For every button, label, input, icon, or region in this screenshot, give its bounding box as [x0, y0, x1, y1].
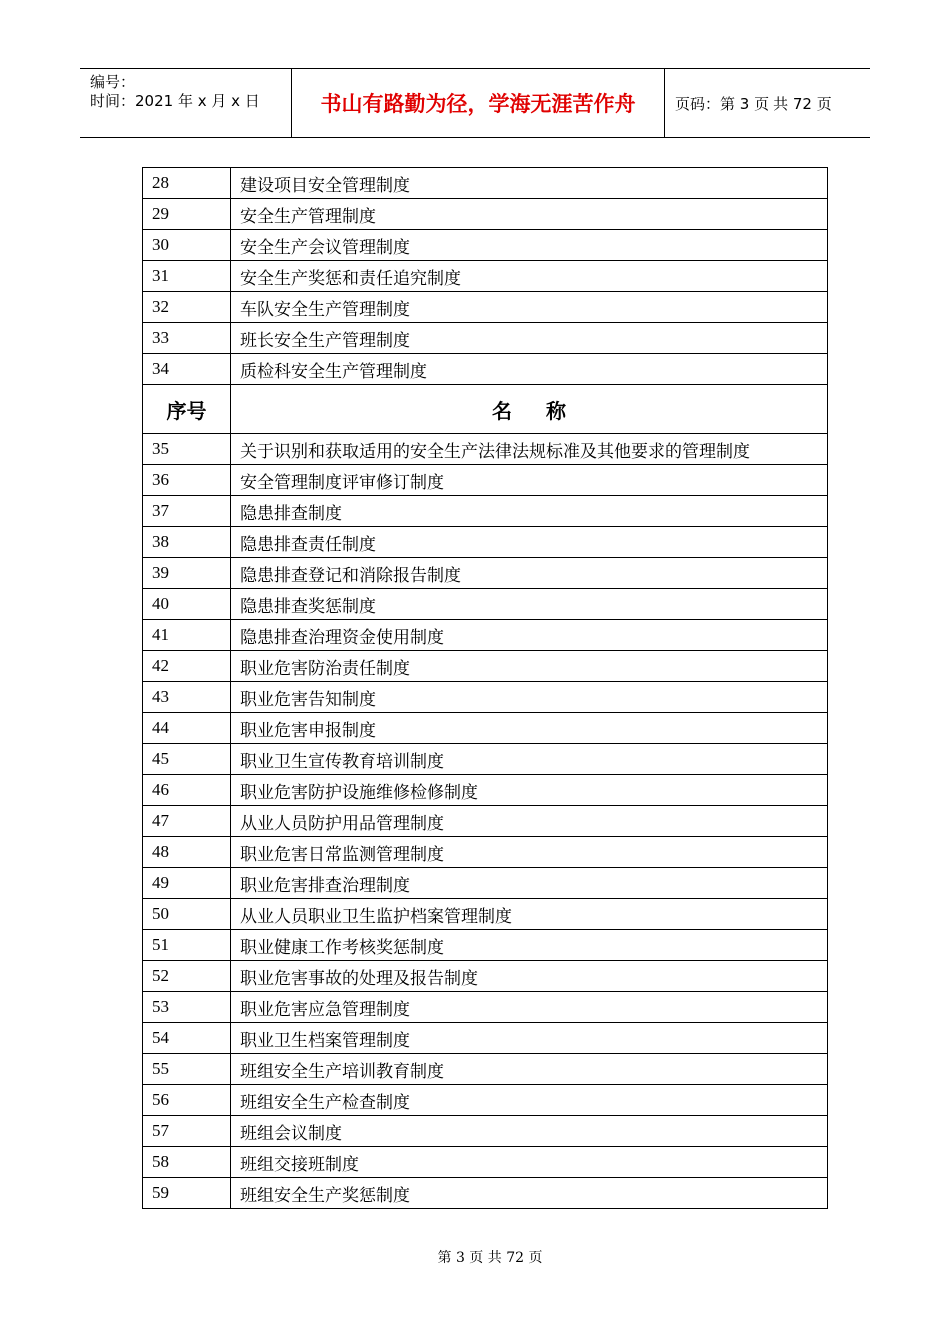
row-name: 职业危害日常监测管理制度: [231, 837, 828, 868]
header-page-info: [665, 69, 870, 137]
row-name: 班长安全生产管理制度: [231, 323, 828, 354]
row-name: 关于识别和获取适用的安全生产法律法规标准及其他要求的管理制度: [231, 434, 828, 465]
table-row: [143, 1054, 828, 1085]
row-number: 30: [143, 230, 231, 261]
row-number: 42: [143, 651, 231, 682]
page-header: [80, 68, 870, 138]
row-name: 职业卫生档案管理制度: [231, 1023, 828, 1054]
table-row: [143, 620, 828, 651]
row-name: 质检科安全生产管理制度: [231, 354, 828, 385]
row-number: 59: [143, 1178, 231, 1209]
page-label: 页码：第 3 页: [675, 94, 770, 113]
row-name: 班组安全生产检查制度: [231, 1085, 828, 1116]
row-name: 隐患排查登记和消除报告制度: [231, 558, 828, 589]
row-name: 班组交接班制度: [231, 1147, 828, 1178]
table-row: [143, 682, 828, 713]
row-name: 职业危害应急管理制度: [231, 992, 828, 1023]
table-row: [143, 1147, 828, 1178]
table-row: [143, 961, 828, 992]
row-name: 班组会议制度: [231, 1116, 828, 1147]
table-row: [143, 899, 828, 930]
row-number: 33: [143, 323, 231, 354]
row-number: 38: [143, 527, 231, 558]
table-row: [143, 261, 828, 292]
row-number: 28: [143, 168, 231, 199]
header-num: 序号: [143, 385, 231, 434]
table-row: [143, 868, 828, 899]
table-row: [143, 434, 828, 465]
row-name: 职业健康工作考核奖惩制度: [231, 930, 828, 961]
table-row: [143, 589, 828, 620]
row-number: 51: [143, 930, 231, 961]
row-name: 班组安全生产培训教育制度: [231, 1054, 828, 1085]
row-name: 班组安全生产奖惩制度: [231, 1178, 828, 1209]
row-number: 32: [143, 292, 231, 323]
row-number: 37: [143, 496, 231, 527]
table-row: [143, 230, 828, 261]
row-name: 从业人员职业卫生监护档案管理制度: [231, 899, 828, 930]
header-name: 名称: [231, 385, 828, 434]
table-row: [143, 1178, 828, 1209]
row-number: 45: [143, 744, 231, 775]
row-number: 29: [143, 199, 231, 230]
row-name: 职业危害申报制度: [231, 713, 828, 744]
table-row: [143, 292, 828, 323]
header-meta: [80, 69, 292, 137]
table-row: [143, 837, 828, 868]
table-row: [143, 775, 828, 806]
row-name: 职业卫生宣传教育培训制度: [231, 744, 828, 775]
table-row: [143, 930, 828, 961]
row-name: 职业危害事故的处理及报告制度: [231, 961, 828, 992]
row-name: 安全生产奖惩和责任追究制度: [231, 261, 828, 292]
code-label: 编号：: [90, 73, 136, 91]
row-number: 48: [143, 837, 231, 868]
time-label: 时间：2021 年 x 月 x 日: [90, 92, 260, 110]
row-number: 50: [143, 899, 231, 930]
row-number: 31: [143, 261, 231, 292]
row-number: 58: [143, 1147, 231, 1178]
table-row: [143, 168, 828, 199]
row-number: 49: [143, 868, 231, 899]
row-number: 41: [143, 620, 231, 651]
table-row: [143, 1085, 828, 1116]
row-name: 隐患排查责任制度: [231, 527, 828, 558]
header-motto: 书山有路勤为径，学海无涯苦作舟: [292, 69, 665, 137]
table-row: [143, 1116, 828, 1147]
row-number: 35: [143, 434, 231, 465]
row-number: 56: [143, 1085, 231, 1116]
row-number: 39: [143, 558, 231, 589]
row-name: 车队安全生产管理制度: [231, 292, 828, 323]
row-name: 安全生产会议管理制度: [231, 230, 828, 261]
row-number: 44: [143, 713, 231, 744]
row-name: 安全生产管理制度: [231, 199, 828, 230]
row-name: 职业危害排查治理制度: [231, 868, 828, 899]
table-row: [143, 1023, 828, 1054]
row-number: 47: [143, 806, 231, 837]
row-number: 52: [143, 961, 231, 992]
table-header-row: [143, 385, 828, 434]
row-name: 职业危害防护设施维修检修制度: [231, 775, 828, 806]
row-number: 57: [143, 1116, 231, 1147]
row-number: 36: [143, 465, 231, 496]
row-number: 53: [143, 992, 231, 1023]
table-row: [143, 465, 828, 496]
row-name: 建设项目安全管理制度: [231, 168, 828, 199]
row-name: 职业危害告知制度: [231, 682, 828, 713]
row-number: 40: [143, 589, 231, 620]
table-row: [143, 558, 828, 589]
table-row: [143, 323, 828, 354]
page-footer: 第 3 页 共 72 页: [437, 1250, 543, 1266]
row-number: 34: [143, 354, 231, 385]
table-row: [143, 496, 828, 527]
table-row: [143, 992, 828, 1023]
table-row: [143, 744, 828, 775]
regulation-table: [142, 167, 828, 1209]
row-number: 46: [143, 775, 231, 806]
row-number: 54: [143, 1023, 231, 1054]
row-name: 隐患排查制度: [231, 496, 828, 527]
row-number: 55: [143, 1054, 231, 1085]
table-row: [143, 806, 828, 837]
row-name: 安全管理制度评审修订制度: [231, 465, 828, 496]
table-row: [143, 527, 828, 558]
row-name: 隐患排查治理资金使用制度: [231, 620, 828, 651]
table-row: [143, 354, 828, 385]
row-name: 隐患排查奖惩制度: [231, 589, 828, 620]
table-row: [143, 651, 828, 682]
row-name: 从业人员防护用品管理制度: [231, 806, 828, 837]
row-name: 职业危害防治责任制度: [231, 651, 828, 682]
row-number: 43: [143, 682, 231, 713]
table-row: [143, 199, 828, 230]
total-label: 共 72 页: [773, 94, 832, 113]
table-row: [143, 713, 828, 744]
